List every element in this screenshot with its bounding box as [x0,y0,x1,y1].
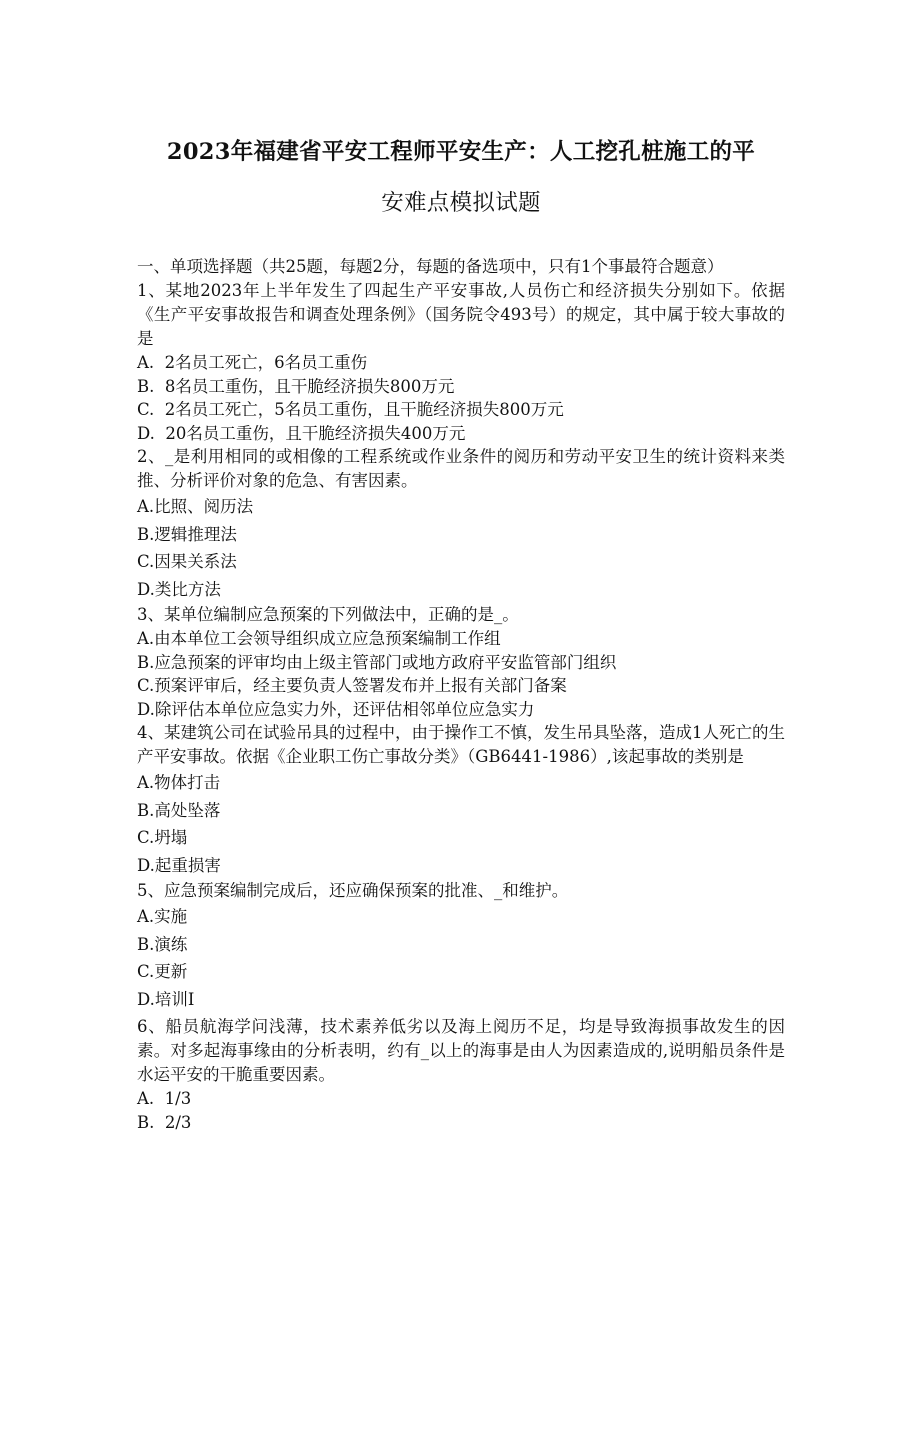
option-d: D.类比方法 [137,579,221,599]
question-5 [137,879,785,1013]
option-a: A.由本单位工会领导组织成立应急预案编制工作组 [137,629,501,648]
question-1 [137,279,785,445]
section-heading: 一、单项选择题（共25题，每题2分，每题的备选项中，只有1个事最符合题意） [137,257,724,276]
question-3 [137,603,785,721]
option-b: B.逻辑推理法 [137,524,237,544]
document-title [137,128,785,227]
option-c: C.预案评审后，经主要负责人签署发布并上报有关部门备案 [137,676,567,695]
question-text: 5、应急预案编制完成后，还应确保预案的批准、_和维护。 [137,881,569,900]
document-body [137,255,785,1134]
option-a: A. 1/3 [137,1089,192,1108]
question-6 [137,1015,785,1134]
question-2 [137,445,785,603]
option-d: D.培训I [137,989,195,1009]
option-a: A.实施 [137,907,188,926]
option-c: C. 2名员工死亡，5名员工重伤，且干脆经济损失800万元 [137,400,564,419]
option-b: B. 2/3 [137,1112,192,1132]
option-a: A. 2名员工死亡，6名员工重伤 [137,353,368,372]
option-a: A.物体打击 [137,773,221,792]
question-text: 2、_是利用相同的或相像的工程系统或作业条件的阅历和劳动平安卫生的统计资料来类推、分析评价对象的危急、有害因素。 [137,447,785,490]
question-text: 3、某单位编制应急预案的下列做法中，正确的是_。 [137,605,519,624]
option-d: D.起重损害 [137,855,221,875]
option-b: B. 8名员工重伤，且干脆经济损失800万元 [137,376,455,396]
option-b: B.高处坠落 [137,800,221,820]
question-text: 1、某地2023年上半年发生了四起生产平安事故,人员伤亡和经济损失分别如下。依据《生产平安事故报告和调查处理条例》（国务院令493号）的规定，其中属于较大事故的是 [137,281,785,348]
title-line-2: 安难点模拟试题 [381,190,541,216]
option-a: A.比照、阅历法 [137,497,254,516]
title-line-1: 2023年福建省平安工程师平安生产：人工挖孔桩施工的平 [166,139,756,165]
option-c: C.因果关系法 [137,552,237,571]
question-text: 6、船员航海学问浅薄，技术素养低劣以及海上阅历不足，均是导致海损事故发生的因素。对多起海事缘由的分析表明，约有_以上的海事是由人为因素造成的,说明船员条件是水运平安的干脆重要因素。 [137,1017,785,1084]
question-text: 4、某建筑公司在试验吊具的过程中，由于操作工不慎，发生吊具坠落，造成1人死亡的生产平安事故。依据《企业职工伤亡事故分类》（GB6441-1986）,该起事故的类别是 [137,723,785,766]
option-d: D.除评估本单位应急实力外，还评估相邻单位应急实力 [137,699,535,719]
option-d: D. 20名员工重伤，且干脆经济损失400万元 [137,423,466,443]
document-page [0,128,920,1429]
option-b: B.应急预案的评审均由上级主管部门或地方政府平安监管部门组织 [137,652,617,672]
option-b: B.演练 [137,934,188,954]
option-c: C.更新 [137,962,188,981]
question-4 [137,721,785,879]
option-c: C.坍塌 [137,828,188,847]
